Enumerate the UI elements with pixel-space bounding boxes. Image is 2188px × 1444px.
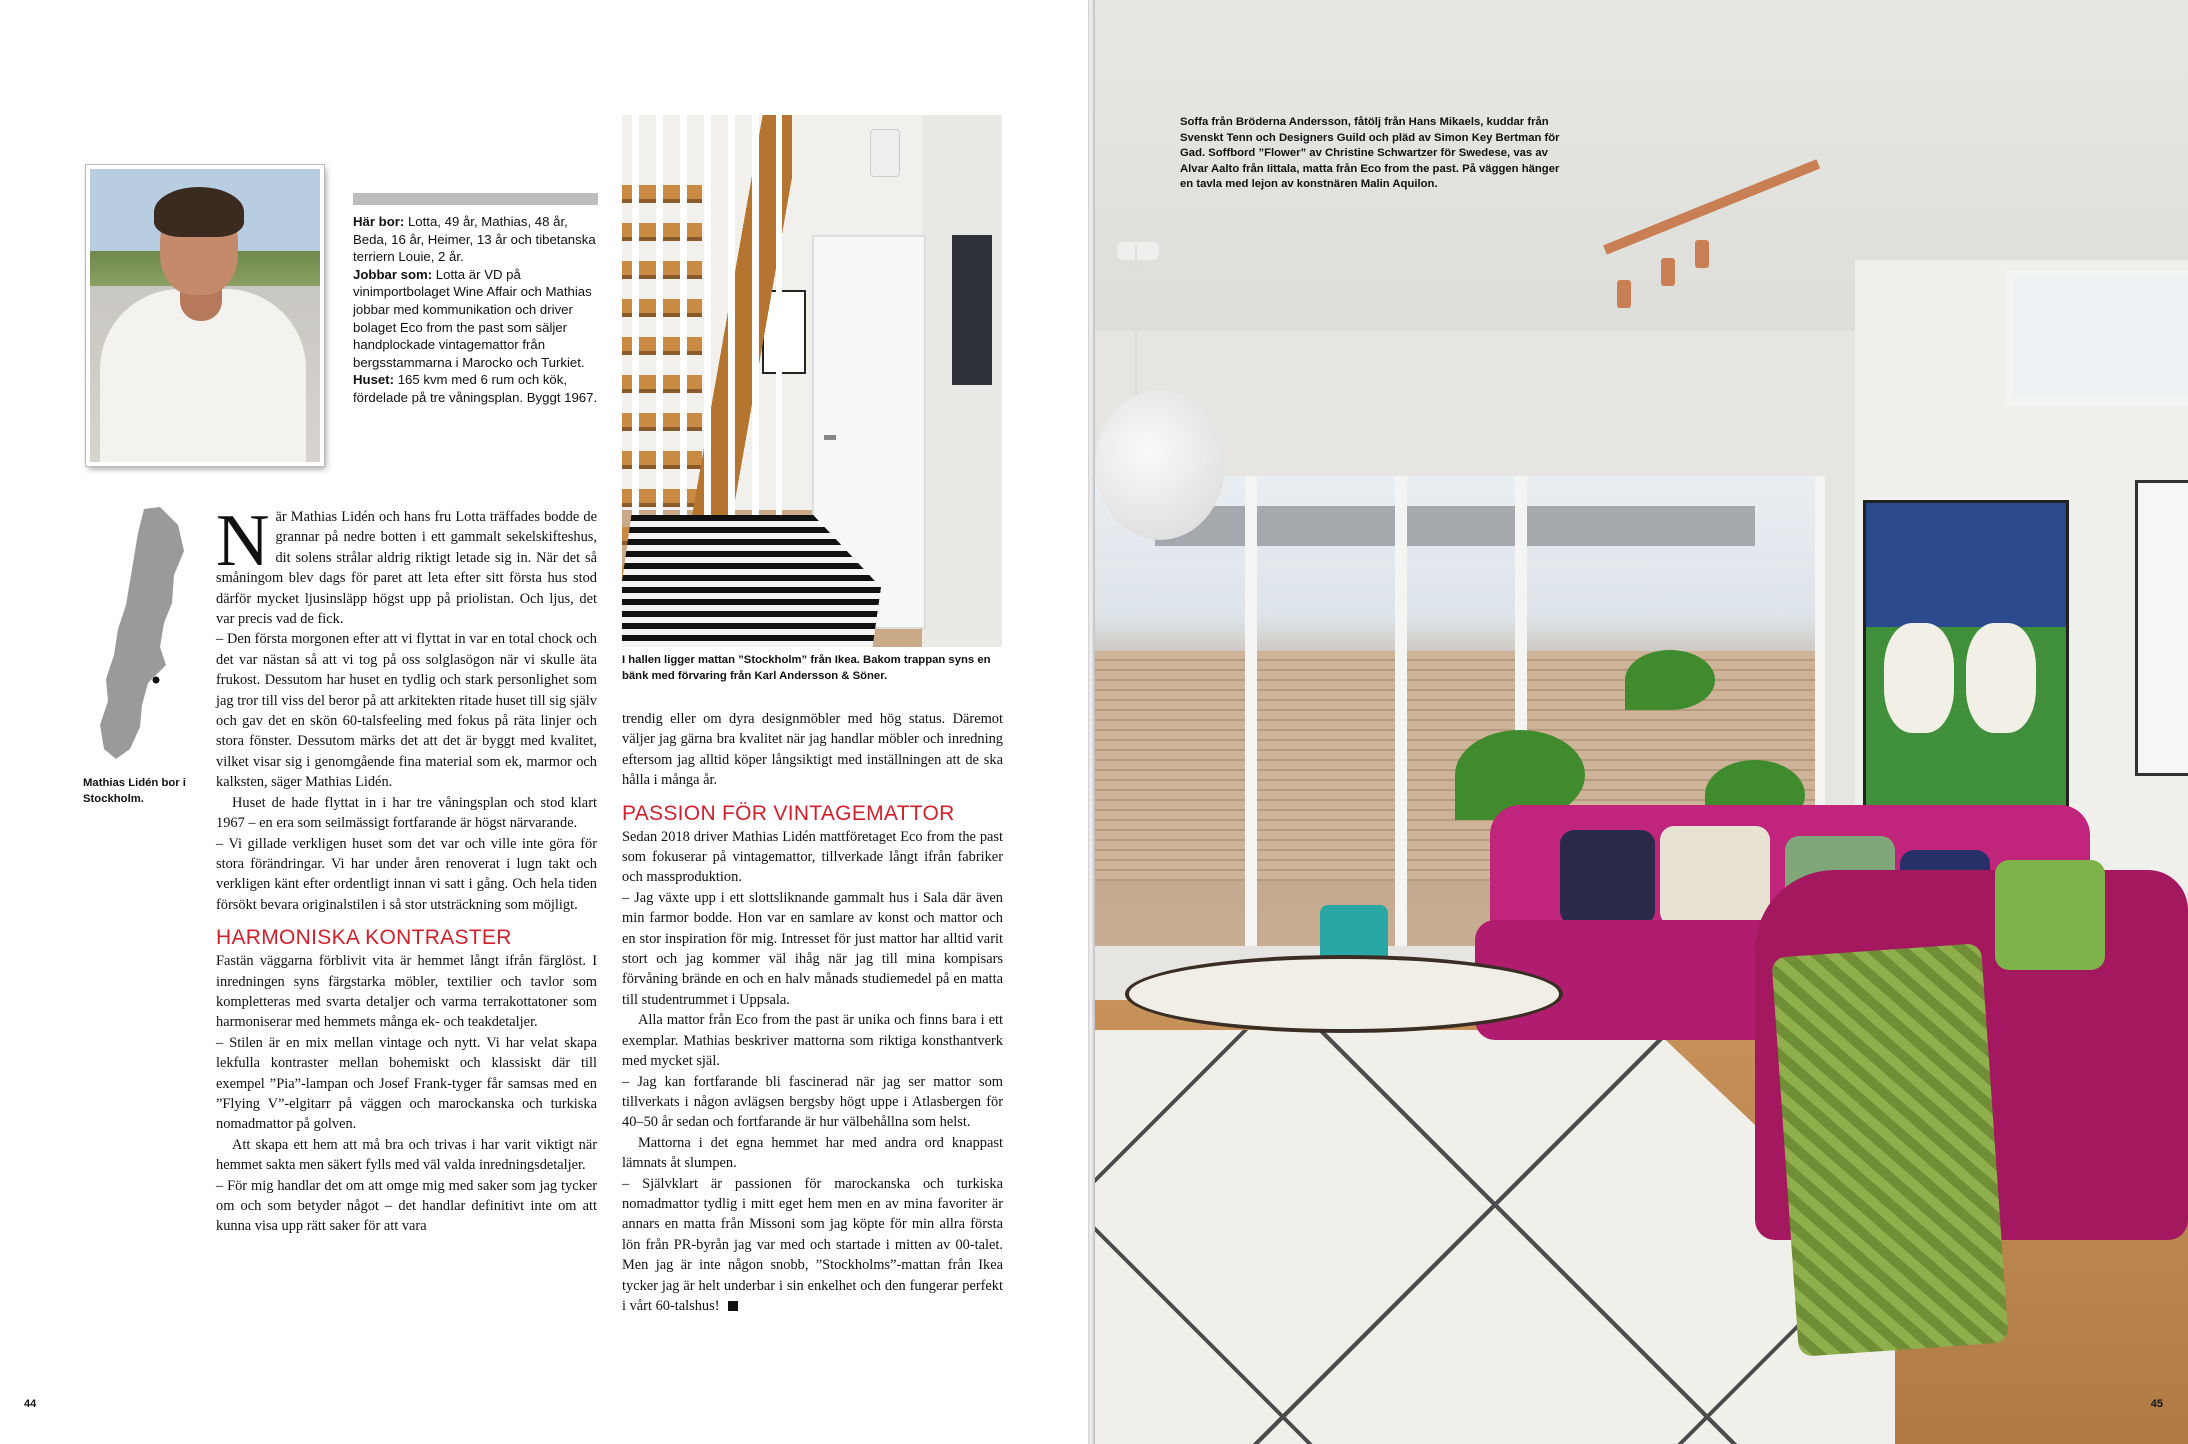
hallway-caption: I hallen ligger mattan ”Stockholm” från Ikea. Bakom trappan syns en bänk med förvaring från Karl Andersson & Söner. [622,654,991,682]
map-caption: Mathias Lidén bor i Stockholm. [83,777,186,805]
lion-painting [1863,500,2069,816]
transom-window [2005,270,2188,406]
window-frame [1245,476,1257,946]
spotlight [1695,240,1709,268]
article-paragraph: Att skapa ett hem att må bra och trivas i har varit viktigt när hemmet sakta men säkert fylls med väl valda inredningsdetaljer. [216,1136,597,1174]
living-room-caption: Soffa från Bröderna Andersson, fåtölj från Hans Mikaels, kuddar från Svenskt Tenn och Designers Guild och pläd av Simon Key Bertman för Gad. Soffbord ”Flower” av Christine Schwartzer för Swedese, vas av Alvar Aalto från Iittala, matta från Eco from the past. På väggen hänger en tavla med lejon av konstnären Malin Aquilon. [1180,116,1560,191]
spotlight [1661,258,1675,286]
coat-rack [952,235,992,385]
facts-top-rule [353,193,598,205]
stockholm-marker [153,677,160,684]
drop-cap: N [216,500,270,582]
facts-huset-label: Huset: [353,372,395,388]
article-column-1 [216,500,597,1237]
article-paragraph: Huset de hade flyttat in i har tre våningsplan och stod klart 1967 – en era som seilmässigt fortfarande är högst närvarande. [216,794,597,832]
right-page [1095,0,2188,1444]
article-paragraph: – Självklart är passionen för marockanska och turkiska nomadmattor tydlig i mitt eget hem men en av mina favoriter är annars en matta från Missoni som jag köpte för min allra första lön från PR-byrån jag var med och startade i mitten av 00-talet. Men jag är inte någon snobb, ”Stockholms”-mattan från Ikea tycker jag är helt underbar i sin enkelhet och den fungerar perfekt i vårt 60-talshus! [622,1175,1003,1314]
facts-bor-text: Lotta, 49 år, Mathias, 48 år, Beda, 16 år, Heimer, 13 år och tibetanska terriern Louie, 2 år. [353,214,596,265]
living-room-photo [1095,0,2188,1444]
article-column-2 [622,709,1003,1316]
article-paragraph: – Jag växte upp i ett slottsliknande gammalt hus i Sala där även min farmor bodde. Hon var en samlare av konst och mattor och en stor inspiration för mig. Intresset för just mattor har alltid varit stort och jag kommer väl ihåg när jag till mina kompisars förvåning brände en och en halv månads studiemedel på en matta till studentrummet i Uppsala. [622,889,1003,1008]
pendant-canopy [1117,242,1159,260]
cushion [1560,830,1655,925]
subheading-passion: PASSION FÖR VINTAGEMATTOR [622,801,955,825]
cushion [1995,860,2105,970]
article-paragraph: Alla mattor från Eco from the past är unika och finns bara i ett exemplar. Mathias beskriver mattorna som riktiga konsthantverk med mycket själ. [622,1012,1003,1070]
facts-bor-label: Här bor: [353,214,405,229]
pendant-cord [1135,245,1137,395]
coffee-table [1125,955,1563,1033]
painted-lion [1966,623,2036,733]
article-paragraph: – Vi gillade verkligen huset som det var och ville inte göra för stora förändringar. Vi har under åren renoverat i lugn takt och verkligen känt efter ordentligt innan vi satt i gång. Och hela tiden försökt bevara originalstilen i så stor utsträckning som möjligt. [216,835,597,913]
wall-frame [2135,480,2188,776]
sweden-map [82,505,192,763]
hallway-photo [622,115,1002,647]
article-paragraph: – Stilen är en mix mellan vintage och nytt. Vi har velat skapa lekfulla kontraster mellan bohemiskt och klassiskt där till exempel ”Pia”-lampan och Josef Frank-tyger får samsas med en ”Flying V”-elgitarr på väggen och marockanska och turkiska nomadmattor på golven. [216,1034,597,1133]
painted-lion [1884,623,1954,733]
end-mark [728,1301,738,1311]
page-number-left: 44 [24,1398,37,1410]
subheading-harmoniska: HARMONISKA KONTRASTER [216,926,512,950]
facts-huset-text: 165 kvm med 6 rum och kök, fördelade på tre våningsplan. Byggt 1967. [353,372,598,405]
article-paragraph: – Den första morgonen efter att vi flyttat in var en total chock och det var nästan så att vi tog på oss solglasögon när vi skulle äta frukost. Dessutom har huset en tydlig och stark personlighet som jag tror till viss del beror på att arkitekten ritade huset till sig själv och gav det en skön 60-talsfeeling med fokus på räta linjer och stora fönster. Dessutom märks det att det är byggt med kvalitet, vilket visar sig i genomgående fina material som ek, marmor och kalksten, säger Mathias Lidén. [216,631,597,791]
left-page [0,0,1088,1444]
article-paragraph: – För mig handlar det om att omge mig med saker som jag tycker om och som betyder något – det handlar definitivt inte om att kunna visa upp rätt saker för att vara [216,1177,597,1235]
article-paragraph: – Jag kan fortfarande bli fascinerad när jag ser mattor som tillverkats i någon avlägsen bergsby högt uppe i Atlasbergen för 40–50 år sedan och fortfarande är hur välbehållna som helst. [622,1073,1003,1131]
facts-jobbar-label: Jobbar som: [353,266,433,282]
article-paragraph: är Mathias Lidén och hans fru Lotta träffades bodde de grannar på nedre botten i ett gammalt sekelskifteshus, dit solens strålar aldrig riktigt letade sig in. När det så småningom blev dags för paret att leta efter sitt första hus stod därför mycket ljusinsläpp högst upp på priolistan. Och ljus, det var precis vad de fick. [216,509,597,628]
article-paragraph: Fastän väggarna förblivit vita är hemmet långt ifrån färglöst. I inredningen syns färgstarka möbler, textilier och tavlor som kompletteras med svarta detaljer och varma terrakottatoner som harmoniserar med hemmets många ek- och teakdetaljer. [216,953,597,1031]
spine-gutter [1088,0,1095,1444]
sweden-map-shape [100,507,184,759]
cushion [1660,826,1770,926]
door-handle [824,435,836,440]
portrait-hair [154,187,244,237]
facts-box [353,213,603,407]
spotlight [1617,280,1631,308]
window-frame [1395,476,1407,946]
facts-jobbar-text: Lotta är VD på vinimportbolaget Wine Affair och Mathias jobbar med kommunikation och driver bolaget Eco from the past som säljer handplockade vintagemattor från bergsstammarna i Marocko och Turkiet. [353,266,592,370]
pendant-lamp [1095,390,1225,540]
plant-leaves [1625,650,1715,710]
article-paragraph: Mattorna i det egna hemmet har med andra ord knappast lämnats åt slumpen. [622,1134,1003,1172]
portrait-photo [86,165,324,466]
page-number-right: 45 [2150,1398,2163,1410]
green-throw [1771,943,2008,1357]
article-paragraph: Sedan 2018 driver Mathias Lidén mattföretaget Eco from the past som fokuserar på vintagemattor, tillverkade långt ifrån fabriker och massproduktion. [622,828,1003,886]
ceiling-lamp [870,129,900,177]
article-paragraph: trendig eller om dyra designmöbler med hög status. Däremot väljer jag gärna bra kvalitet när jag handlar möbler och inredning eftersom jag alltid köper långsiktigt med inställningen att de ska hålla i många år. [622,711,1003,789]
